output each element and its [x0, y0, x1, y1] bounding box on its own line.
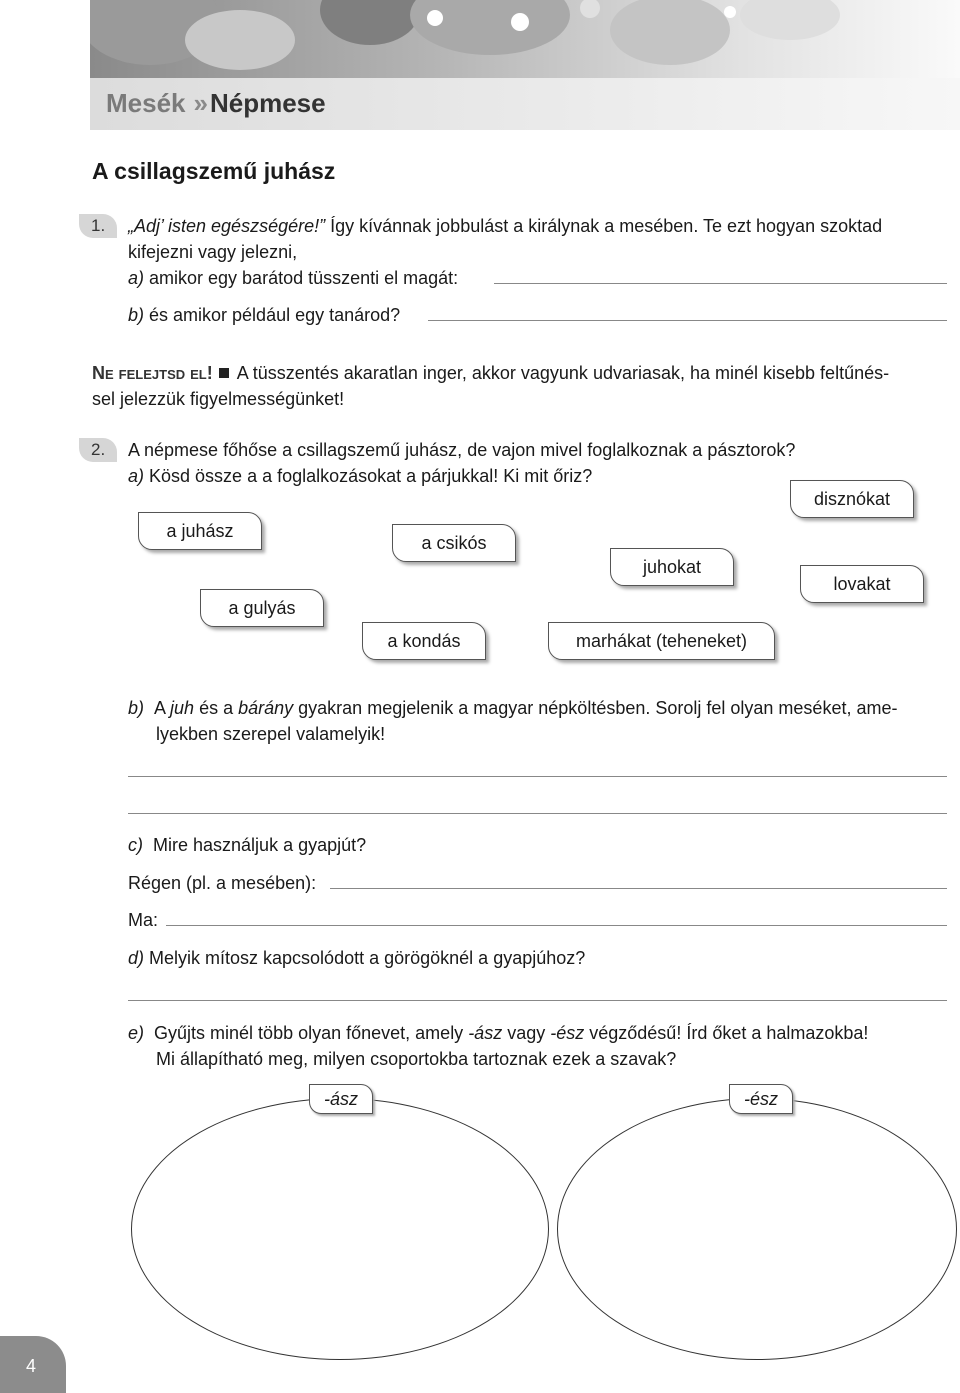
answer-line-2d[interactable] — [128, 1000, 947, 1001]
card-disznokat[interactable]: disznókat — [790, 480, 914, 518]
answer-line-1a[interactable] — [494, 283, 947, 284]
task-number-2: 2. — [79, 438, 119, 462]
breadcrumb-section: Mesék — [106, 88, 186, 118]
task2-question: A népmese főhőse a csillagszemű juhász, de vajon mivel foglalkoznak a pásztorok? — [128, 440, 796, 460]
card-marhakat[interactable]: marhákat (teheneket) — [548, 622, 775, 660]
task2-b: b) A juh és a bárány gyakran megjelenik a magyar népköltésben. Sorolj fel olyan meséket, ame- — [128, 698, 898, 718]
set-label-asz: -ász — [309, 1084, 373, 1114]
reminder-text: A tüsszentés akaratlan inger, akkor vagyunk udvariasak, ha minél kisebb feltűnés- — [236, 363, 890, 383]
task1-b: b) és amikor például egy tanárod? — [128, 305, 401, 325]
header-illustration — [90, 0, 960, 78]
answer-line-ma[interactable] — [166, 925, 947, 926]
task2-e: e) Gyűjts minél több olyan főnevet, amely -ász vagy -ész végződésű! Írd őket a halmazokba! — [128, 1023, 869, 1043]
card-a-juhasz[interactable]: a juhász — [138, 512, 262, 550]
task1-question-cont: kifejezni vagy jelezni, — [128, 242, 298, 262]
task-number-1: 1. — [79, 214, 119, 238]
reminder-label: Ne felejtsd el! — [92, 363, 213, 383]
page-number: 4 — [26, 1356, 37, 1376]
card-juhokat[interactable]: juhokat — [610, 548, 734, 586]
task1-a: a) amikor egy barátod tüsszenti el magát: — [128, 268, 459, 288]
task2-b-cont: lyekben szerepel valamelyik! — [156, 724, 386, 744]
card-a-csikos[interactable]: a csikós — [392, 524, 516, 562]
card-a-kondas[interactable]: a kondás — [362, 622, 486, 660]
page-title: A csillagszemű juhász — [92, 158, 336, 184]
answer-line-1b[interactable] — [428, 320, 947, 321]
answer-line-2b-2[interactable] — [128, 813, 947, 814]
task2-a: a) Kösd össze a a foglalkozásokat a párjukkal! Ki mit őriz? — [128, 466, 593, 486]
breadcrumb-current: Népmese — [209, 88, 326, 118]
set-ellipse-esz[interactable] — [557, 1098, 957, 1360]
reminder-box — [92, 360, 889, 386]
reminder-text-cont: sel jelezzük figyelmességünket! — [92, 389, 345, 409]
regen-label: Régen (pl. a mesében): — [128, 873, 317, 893]
set-ellipse-asz[interactable] — [131, 1098, 549, 1360]
ma-label: Ma: — [128, 910, 159, 930]
answer-line-regen[interactable] — [330, 888, 947, 889]
card-a-gulyas[interactable]: a gulyás — [200, 589, 324, 627]
task1-question: „Adj’ isten egészségére!” Így kívánnak jobbulást a királynak a mesében. Te ezt hogyan szoktad — [128, 216, 883, 236]
task2-c: c) Mire használjuk a gyapjút? — [128, 835, 367, 855]
task2-e-cont: Mi állapítható meg, milyen csoportokba tartoznak ezek a szavak? — [156, 1049, 677, 1069]
set-label-esz: -ész — [729, 1084, 793, 1114]
monster-illustration-icon — [90, 0, 960, 78]
square-bullet-icon — [219, 368, 229, 378]
breadcrumb — [106, 88, 326, 119]
card-lovakat[interactable]: lovakat — [800, 565, 924, 603]
answer-line-2b-1[interactable] — [128, 776, 947, 777]
task2-d: d) Melyik mítosz kapcsolódott a görögöknél a gyapjúhoz? — [128, 948, 586, 968]
double-chevron-icon: » — [193, 88, 202, 118]
